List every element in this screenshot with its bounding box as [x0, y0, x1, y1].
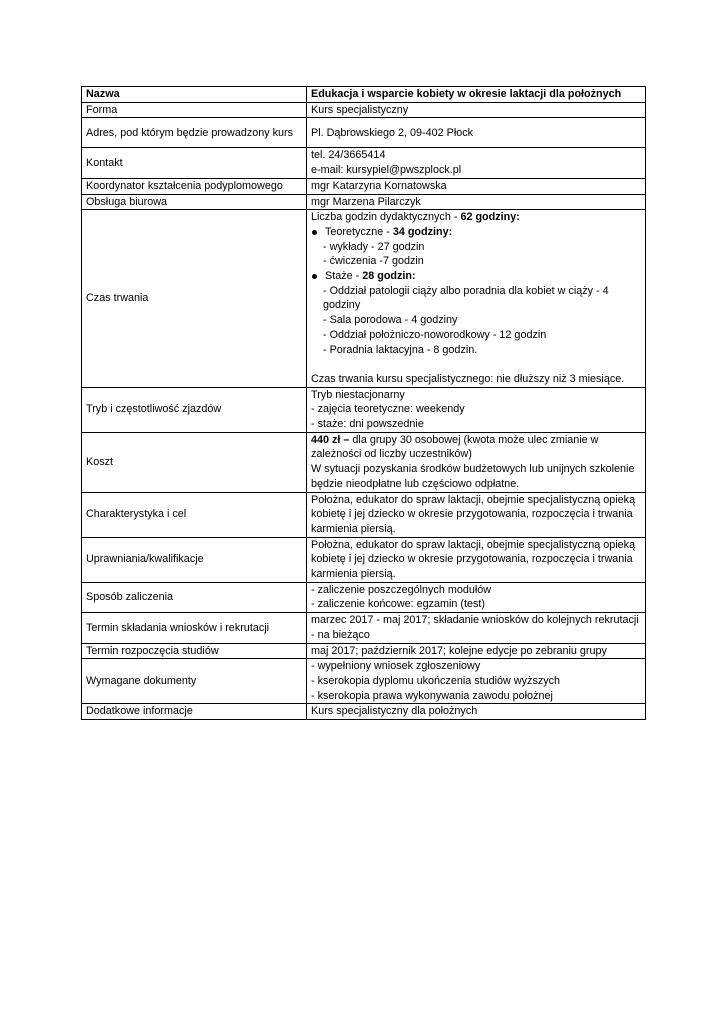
row-value-termin-rozpoczecia: maj 2017; październik 2017; kolejne edycje po zebraniu grupy [307, 643, 646, 659]
table-row-koszt [82, 432, 646, 492]
row-value-adres: Pl. Dąbrowskiego 2, 09-402 Płock [307, 118, 646, 148]
row-label-forma: Forma [82, 102, 307, 118]
table-row-sposob [82, 582, 646, 612]
row-value-uprawnienia: Położna, edukator do spraw laktacji, obejmie specjalistyczną opieką kobietę i jej dziecko w okresie przygotowania, rozpoczęcia i trwania karmienia piersią. [307, 537, 646, 582]
row-label-termin-rozpoczecia: Termin rozpoczęcia studiów [82, 643, 307, 659]
row-label-adres: Adres, pod którym będzie prowadzony kurs [82, 118, 307, 148]
table-row-kontakt [82, 148, 646, 178]
row-value-koszt [307, 432, 646, 492]
row-label-czas: Czas trwania [82, 210, 307, 387]
row-value-charakterystyka: Położna, edukator do spraw laktacji, obejmie specjalistyczną opieką kobietę i jej dziecko w okresie przygotowania, rozpoczęcia i trwania karmienia piersią. [307, 492, 646, 537]
table-row-adres [82, 118, 646, 148]
bullet-icon [312, 230, 317, 235]
table-row-obsluga [82, 194, 646, 210]
row-label-uprawnienia: Uprawniania/kwalifikacje [82, 537, 307, 582]
practice-bullet: Staże - 28 godzin: [311, 269, 641, 284]
row-value-dokumenty [307, 659, 646, 704]
price-text: 440 zł – dla grupy 30 osobowej (kwota może ulec zmianie w zależności od liczby uczestników) [311, 433, 599, 461]
table-row-koordynator [82, 178, 646, 194]
list-item: - staże: dni powszednie [311, 418, 424, 431]
contact-phone: tel. 24/3665414 [311, 149, 386, 162]
row-value-tryb [307, 387, 646, 432]
row-label-dodatkowe: Dodatkowe informacje [82, 704, 307, 720]
row-value-koordynator: mgr Katarzyna Kornatowska [307, 178, 646, 194]
table-row-czas [82, 210, 646, 387]
list-item: - Poradnia laktacyjna - 8 godzin. [323, 343, 478, 356]
list-item: - wykłady - 27 godzin [323, 240, 425, 253]
row-label-nazwa: Nazwa [82, 87, 307, 103]
table-row-nazwa [82, 87, 646, 103]
list-item: - zajęcia teoretyczne: weekendy [311, 403, 465, 416]
theory-bullet: Teoretyczne - 34 godziny: [311, 225, 641, 240]
list-item: - kserokopia dyplomu ukończenia studiów wyższych [311, 675, 561, 687]
funding-text: W sytuacji pozyskania środków budżetowych lub unijnych szkolenie będzie nieodpłatne lub częściowo odpłatne. [311, 463, 635, 490]
table-row-termin-wnioskow [82, 613, 646, 643]
row-value-kontakt [307, 148, 646, 178]
row-value-termin-wnioskow: marzec 2017 - maj 2017; składanie wniosków do kolejnych rekrutacji - na bieżąco [307, 613, 646, 643]
table-row-forma [82, 102, 646, 118]
row-label-obsluga: Obsługa biurowa [82, 194, 307, 210]
row-label-tryb: Tryb i częstotliwość zjazdów [82, 387, 307, 432]
row-value-forma: Kurs specjalistyczny [307, 102, 646, 118]
list-item: - Oddział patologii ciąży albo poradnia dla kobiet w ciąży - 4 godziny [323, 284, 609, 312]
row-label-koordynator: Koordynator kształcenia podyplomowego [82, 178, 307, 194]
row-value-dodatkowe: Kurs specjalistyczny dla położnych [307, 704, 646, 720]
bullet-icon [312, 274, 317, 279]
duration-note: Czas trwania kursu specjalistycznego: nie dłuższy niż 3 miesiące. [311, 372, 625, 385]
row-label-kontakt: Kontakt [82, 148, 307, 178]
list-item: Tryb niestacjonarny [311, 388, 405, 401]
table-row-tryb [82, 387, 646, 432]
row-label-koszt: Koszt [82, 432, 307, 492]
list-item: - zaliczenie końcowe: egzamin (test) [311, 598, 486, 611]
list-item: - Sala porodowa - 4 godziny [323, 314, 458, 327]
list-item: - Oddział położniczo-noworodkowy - 12 godzin [323, 328, 547, 341]
hours-total: Liczba godzin dydaktycznych - 62 godziny: [311, 211, 520, 224]
table-row-uprawnienia [82, 537, 646, 582]
table-row-charakterystyka [82, 492, 646, 537]
row-value-sposob [307, 582, 646, 612]
course-info-table [81, 86, 646, 720]
list-item: - kserokopia prawa wykonywania zawodu położnej [311, 689, 553, 702]
table-row-dokumenty [82, 659, 646, 704]
table-row-termin-rozpoczecia [82, 643, 646, 659]
row-label-charakterystyka: Charakterystyka i cel [82, 492, 307, 537]
course-title: Edukacja i wsparcie kobiety w okresie laktacji dla położnych [307, 87, 646, 103]
row-label-termin-wnioskow: Termin składania wniosków i rekrutacji [82, 613, 307, 643]
list-item: - zaliczenie poszczególnych modułów [311, 583, 492, 596]
row-value-czas [307, 210, 646, 387]
row-label-dokumenty: Wymagane dokumenty [82, 659, 307, 704]
row-value-obsluga: mgr Marzena Pilarczyk [307, 194, 646, 210]
list-item: - ćwiczenia -7 godzin [323, 255, 424, 268]
contact-email: e-mail: kursypiel@pwszplock.pl [311, 164, 462, 177]
table-row-dodatkowe [82, 704, 646, 720]
list-item: - wypełniony wniosek zgłoszeniowy [311, 660, 481, 673]
row-label-sposob: Sposób zaliczenia [82, 582, 307, 612]
